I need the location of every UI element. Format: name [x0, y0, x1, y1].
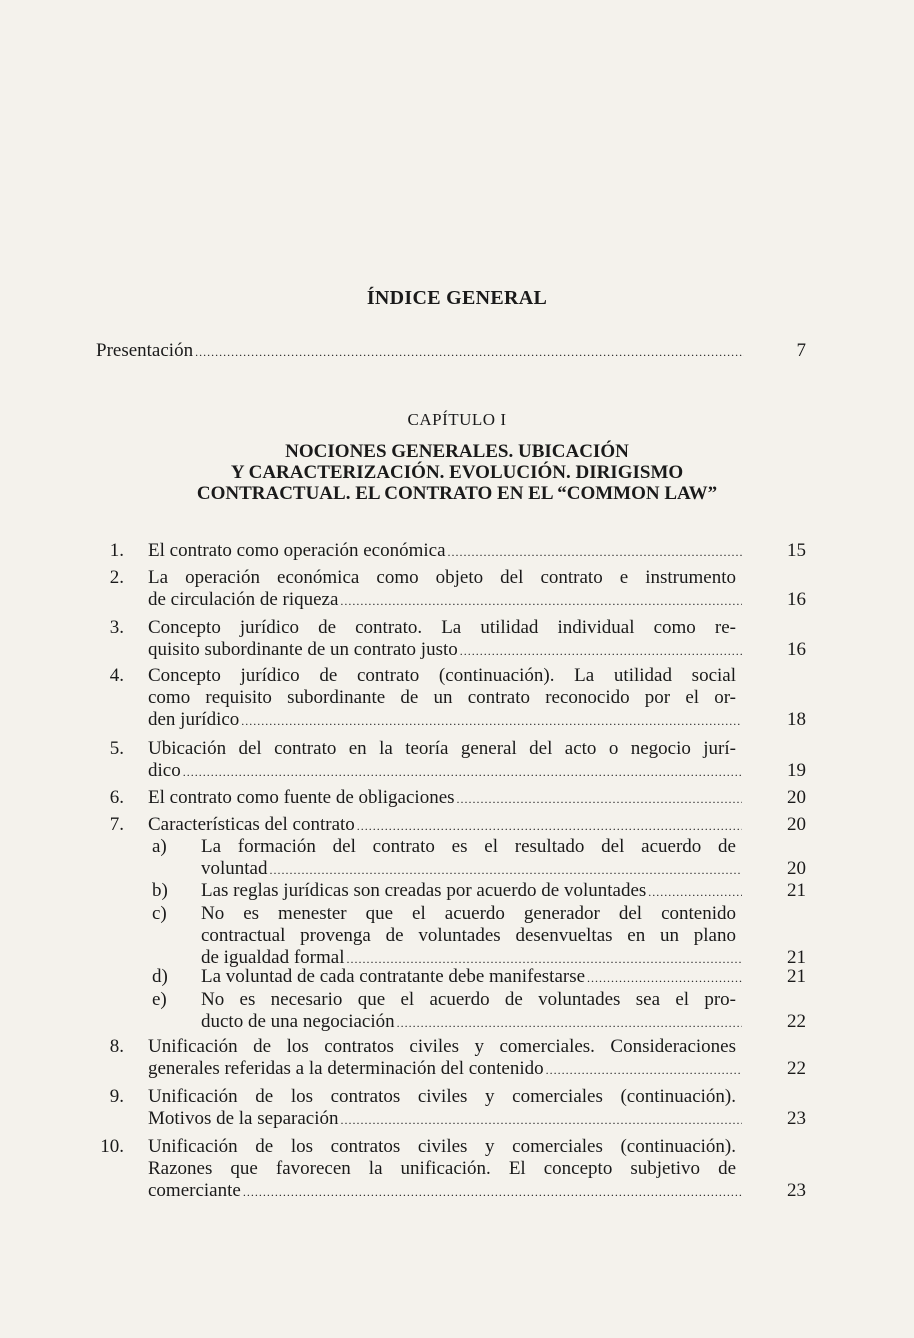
entry-page: 19	[787, 760, 806, 781]
entry-text-line: como requisito subordinante de un contrato reconocido por el or-	[148, 687, 736, 708]
toc-subentry[interactable]	[0, 966, 914, 988]
leader-dots	[340, 1109, 742, 1131]
entry-text-line: La voluntad de cada contratante debe manifestarse	[201, 966, 586, 987]
toc-subentry[interactable]	[0, 989, 914, 1033]
leader-dots	[270, 859, 743, 881]
toc-subentry[interactable]	[0, 836, 914, 880]
leader-dots	[587, 967, 742, 989]
entry-number: 10.	[100, 1136, 124, 1157]
entry-text-line: de circulación de riqueza	[148, 589, 339, 610]
entry-text-line: contractual provenga de voluntades desenvueltas en un plano	[201, 925, 736, 946]
entry-text-line: Las reglas jurídicas son creadas por acuerdo de voluntades	[201, 880, 647, 901]
toc-entry[interactable]	[0, 567, 914, 611]
subentry-letter: d)	[152, 966, 168, 987]
entry-text-line: Unificación de los contratos civiles y comerciales (continuación).	[148, 1086, 736, 1107]
entry-page: 21	[787, 880, 806, 901]
entry-page: 18	[787, 709, 806, 730]
entry-text-line: Motivos de la separación	[148, 1108, 339, 1129]
page-heading: ÍNDICE GENERAL	[366, 287, 548, 309]
entry-text-line: Unificación de los contratos civiles y comerciales. Consideraciones	[148, 1036, 736, 1057]
entry-page: 16	[787, 639, 806, 660]
toc-subentry[interactable]	[0, 880, 914, 902]
leader-dots	[357, 815, 742, 837]
leader-dots	[195, 345, 744, 360]
subentry-letter: a)	[152, 836, 167, 857]
leader-dots	[243, 1181, 742, 1203]
toc-entry[interactable]	[0, 1036, 914, 1080]
presentation-page: 7	[796, 340, 806, 361]
entry-number: 5.	[109, 738, 124, 759]
entry-text-line: ducto de una negociación	[201, 1011, 395, 1032]
leader-dots	[340, 590, 742, 612]
leader-dots	[241, 710, 742, 732]
entry-text-line: No es necesario que el acuerdo de voluntades sea el pro-	[201, 989, 736, 1010]
leader-dots	[183, 761, 742, 783]
entry-page: 20	[787, 787, 806, 808]
leader-dots	[648, 881, 742, 903]
entry-text-line: El contrato como fuente de obligaciones	[148, 787, 455, 808]
entry-number: 1.	[109, 540, 124, 561]
entry-number: 7.	[109, 814, 124, 835]
entry-number: 8.	[109, 1036, 124, 1057]
entry-number: 4.	[109, 665, 124, 686]
entry-text-line: Concepto jurídico de contrato (continuación). La utilidad social	[148, 665, 736, 686]
subentry-letter: e)	[152, 989, 167, 1010]
leader-dots	[397, 1012, 742, 1034]
entry-text-line: No es menester que el acuerdo generador del contenido	[201, 903, 736, 924]
subentry-letter: c)	[152, 903, 167, 924]
toc-entry[interactable]	[0, 1136, 914, 1202]
presentation-entry[interactable]	[96, 340, 746, 362]
toc-entry[interactable]	[0, 1086, 914, 1130]
entry-text-line: de igualdad formal	[201, 947, 345, 968]
entry-text-line: Ubicación del contrato en la teoría general del acto o negocio jurí-	[148, 738, 736, 759]
toc-entry[interactable]	[0, 738, 914, 782]
entry-text-line: generales referidas a la determinación del contenido	[148, 1058, 544, 1079]
entry-text-line: dico	[148, 760, 181, 781]
entry-page: 23	[787, 1108, 806, 1129]
entry-number: 9.	[109, 1086, 124, 1107]
entry-page: 23	[787, 1180, 806, 1201]
leader-dots	[457, 788, 742, 810]
entry-page: 20	[787, 814, 806, 835]
leader-dots	[448, 541, 742, 563]
toc-subentry[interactable]	[0, 903, 914, 969]
entry-page: 21	[787, 966, 806, 987]
chapter-label: CAPÍTULO I	[407, 410, 507, 429]
toc-entry[interactable]	[0, 617, 914, 661]
chapter-title-line: NOCIONES GENERALES. UBICACIÓN	[285, 441, 629, 462]
entry-text-line: comerciante	[148, 1180, 241, 1201]
entry-number: 6.	[109, 787, 124, 808]
toc-entry[interactable]	[0, 787, 914, 809]
toc-entry[interactable]	[0, 665, 914, 731]
entry-text-line: Características del contrato	[148, 814, 355, 835]
entry-page: 22	[787, 1011, 806, 1032]
entry-page: 22	[787, 1058, 806, 1079]
entry-page: 20	[787, 858, 806, 879]
entry-text-line: quisito subordinante de un contrato justo	[148, 639, 458, 660]
entry-text-line: La operación económica como objeto del contrato e instrumento	[148, 567, 736, 588]
entry-page: 15	[787, 540, 806, 561]
entry-text-line: voluntad	[201, 858, 268, 879]
entry-text-line: Razones que favorecen la unificación. El concepto subjetivo de	[148, 1158, 736, 1179]
entry-number: 2.	[109, 567, 124, 588]
entry-text-line: den jurídico	[148, 709, 240, 730]
entry-text-line: Concepto jurídico de contrato. La utilidad individual como re-	[148, 617, 736, 638]
leader-dots	[546, 1059, 742, 1081]
subentry-letter: b)	[152, 880, 168, 901]
leader-dots	[460, 640, 742, 662]
toc-entry[interactable]	[0, 540, 914, 562]
entry-text-line: El contrato como operación económica	[148, 540, 446, 561]
chapter-title-line: CONTRACTUAL. EL CONTRATO EN EL “COMMON LAW”	[196, 483, 718, 504]
entry-page: 16	[787, 589, 806, 610]
entry-page: 21	[787, 947, 806, 968]
chapter-title-line: Y CARACTERIZACIÓN. EVOLUCIÓN. DIRIGISMO	[230, 462, 684, 483]
entry-text-line: La formación del contrato es el resultado del acuerdo de	[201, 836, 736, 857]
toc-entry[interactable]	[0, 814, 914, 836]
entry-number: 3.	[109, 617, 124, 638]
presentation-label: Presentación	[96, 340, 194, 361]
entry-text-line: Unificación de los contratos civiles y comerciales (continuación).	[148, 1136, 736, 1157]
